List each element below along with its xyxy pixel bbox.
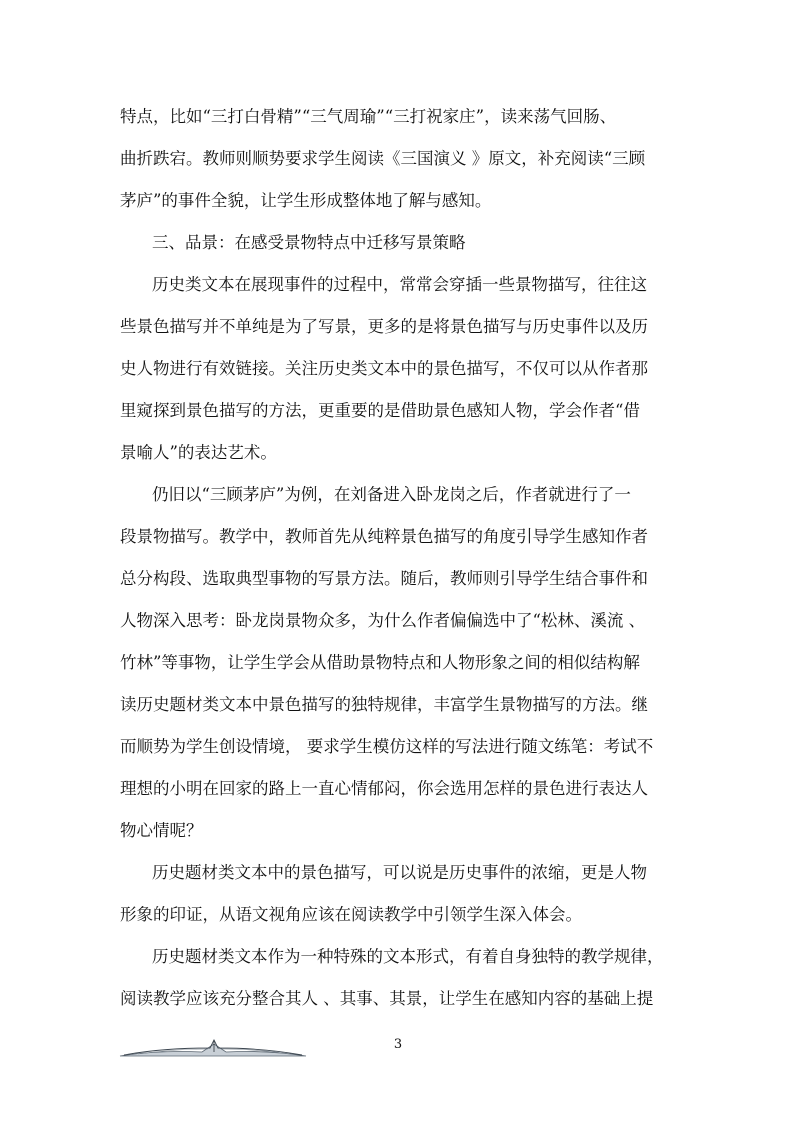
text-line: 历史题材类文本作为一种特殊的文本形式，有着自身独特的教学规律， <box>152 947 664 966</box>
text-line: 而顺势为学生创设情境， 要求学生模仿这样的写法进行随文练笔：考试不 <box>120 737 654 756</box>
text-line: 曲折跌宕。教师则顺势要求学生阅读《三国演义 》原文，补充阅读“三顾 <box>120 149 646 168</box>
text-line: 些景色描写并不单纯是为了写景，更多的是将景色描写与历史事件以及历 <box>120 317 648 336</box>
text-line: 仍旧以“三顾茅庐”为例，在刘备进入卧龙岗之后，作者就进行了一 <box>152 485 631 504</box>
text-line: 物心情呢？ <box>120 821 203 840</box>
text-line: 历史类文本在展现事件的过程中，常常会穿插一些景物描写，往往这 <box>152 275 647 294</box>
section-heading: 三、品景：在感受景物特点中迁移写景策略 <box>152 233 466 252</box>
text-line: 段景物描写。教学中，教师首先从纯粹景色描写的角度引导学生感知作者 <box>120 527 648 546</box>
text-line: 形象的印证，从语文视角应该在阅读教学中引领学生深入体会。 <box>120 905 582 924</box>
text-line: 竹林”等事物，让学生学会从借助景物特点和人物形象之间的相似结构解 <box>120 653 640 672</box>
text-line: 景喻人”的表达艺术。 <box>120 443 277 462</box>
text-line: 历史题材类文本中的景色描写，可以说是历史事件的浓缩，更是人物 <box>152 863 647 882</box>
open-book-icon <box>118 1036 308 1058</box>
text-line: 史人物进行有效链接。关注历史类文本中的景色描写，不仅可以从作者那 <box>120 359 648 378</box>
text-line: 茅庐”的事件全貌，让学生形成整体地了解与感知。 <box>120 191 492 210</box>
text-line: 里窥探到景色描写的方法，更重要的是借助景色感知人物，学会作者“借 <box>120 401 640 420</box>
text-line: 总分构段、选取典型事物的写景方法。随后，教师则引导学生结合事件和 <box>120 569 648 588</box>
text-line: 读历史题材类文本中景色描写的独特规律，丰富学生景物描写的方法。继 <box>120 695 648 714</box>
page-number: 3 <box>393 1037 403 1052</box>
text-line: 人物深入思考：卧龙岗景物众多，为什么作者偏偏选中了“松林、溪流 、 <box>120 611 646 630</box>
text-line: 理想的小明在回家的路上一直心情郁闷，你会选用怎样的景色进行表达人 <box>120 779 648 798</box>
text-line: 阅读教学应该充分整合其人 、其事、其景，让学生在感知内容的基础上提 <box>120 989 654 1008</box>
text-line: 特点，比如“三打白骨精”“三气周瑜”“三打祝家庄”，读来荡气回肠、 <box>120 107 617 126</box>
